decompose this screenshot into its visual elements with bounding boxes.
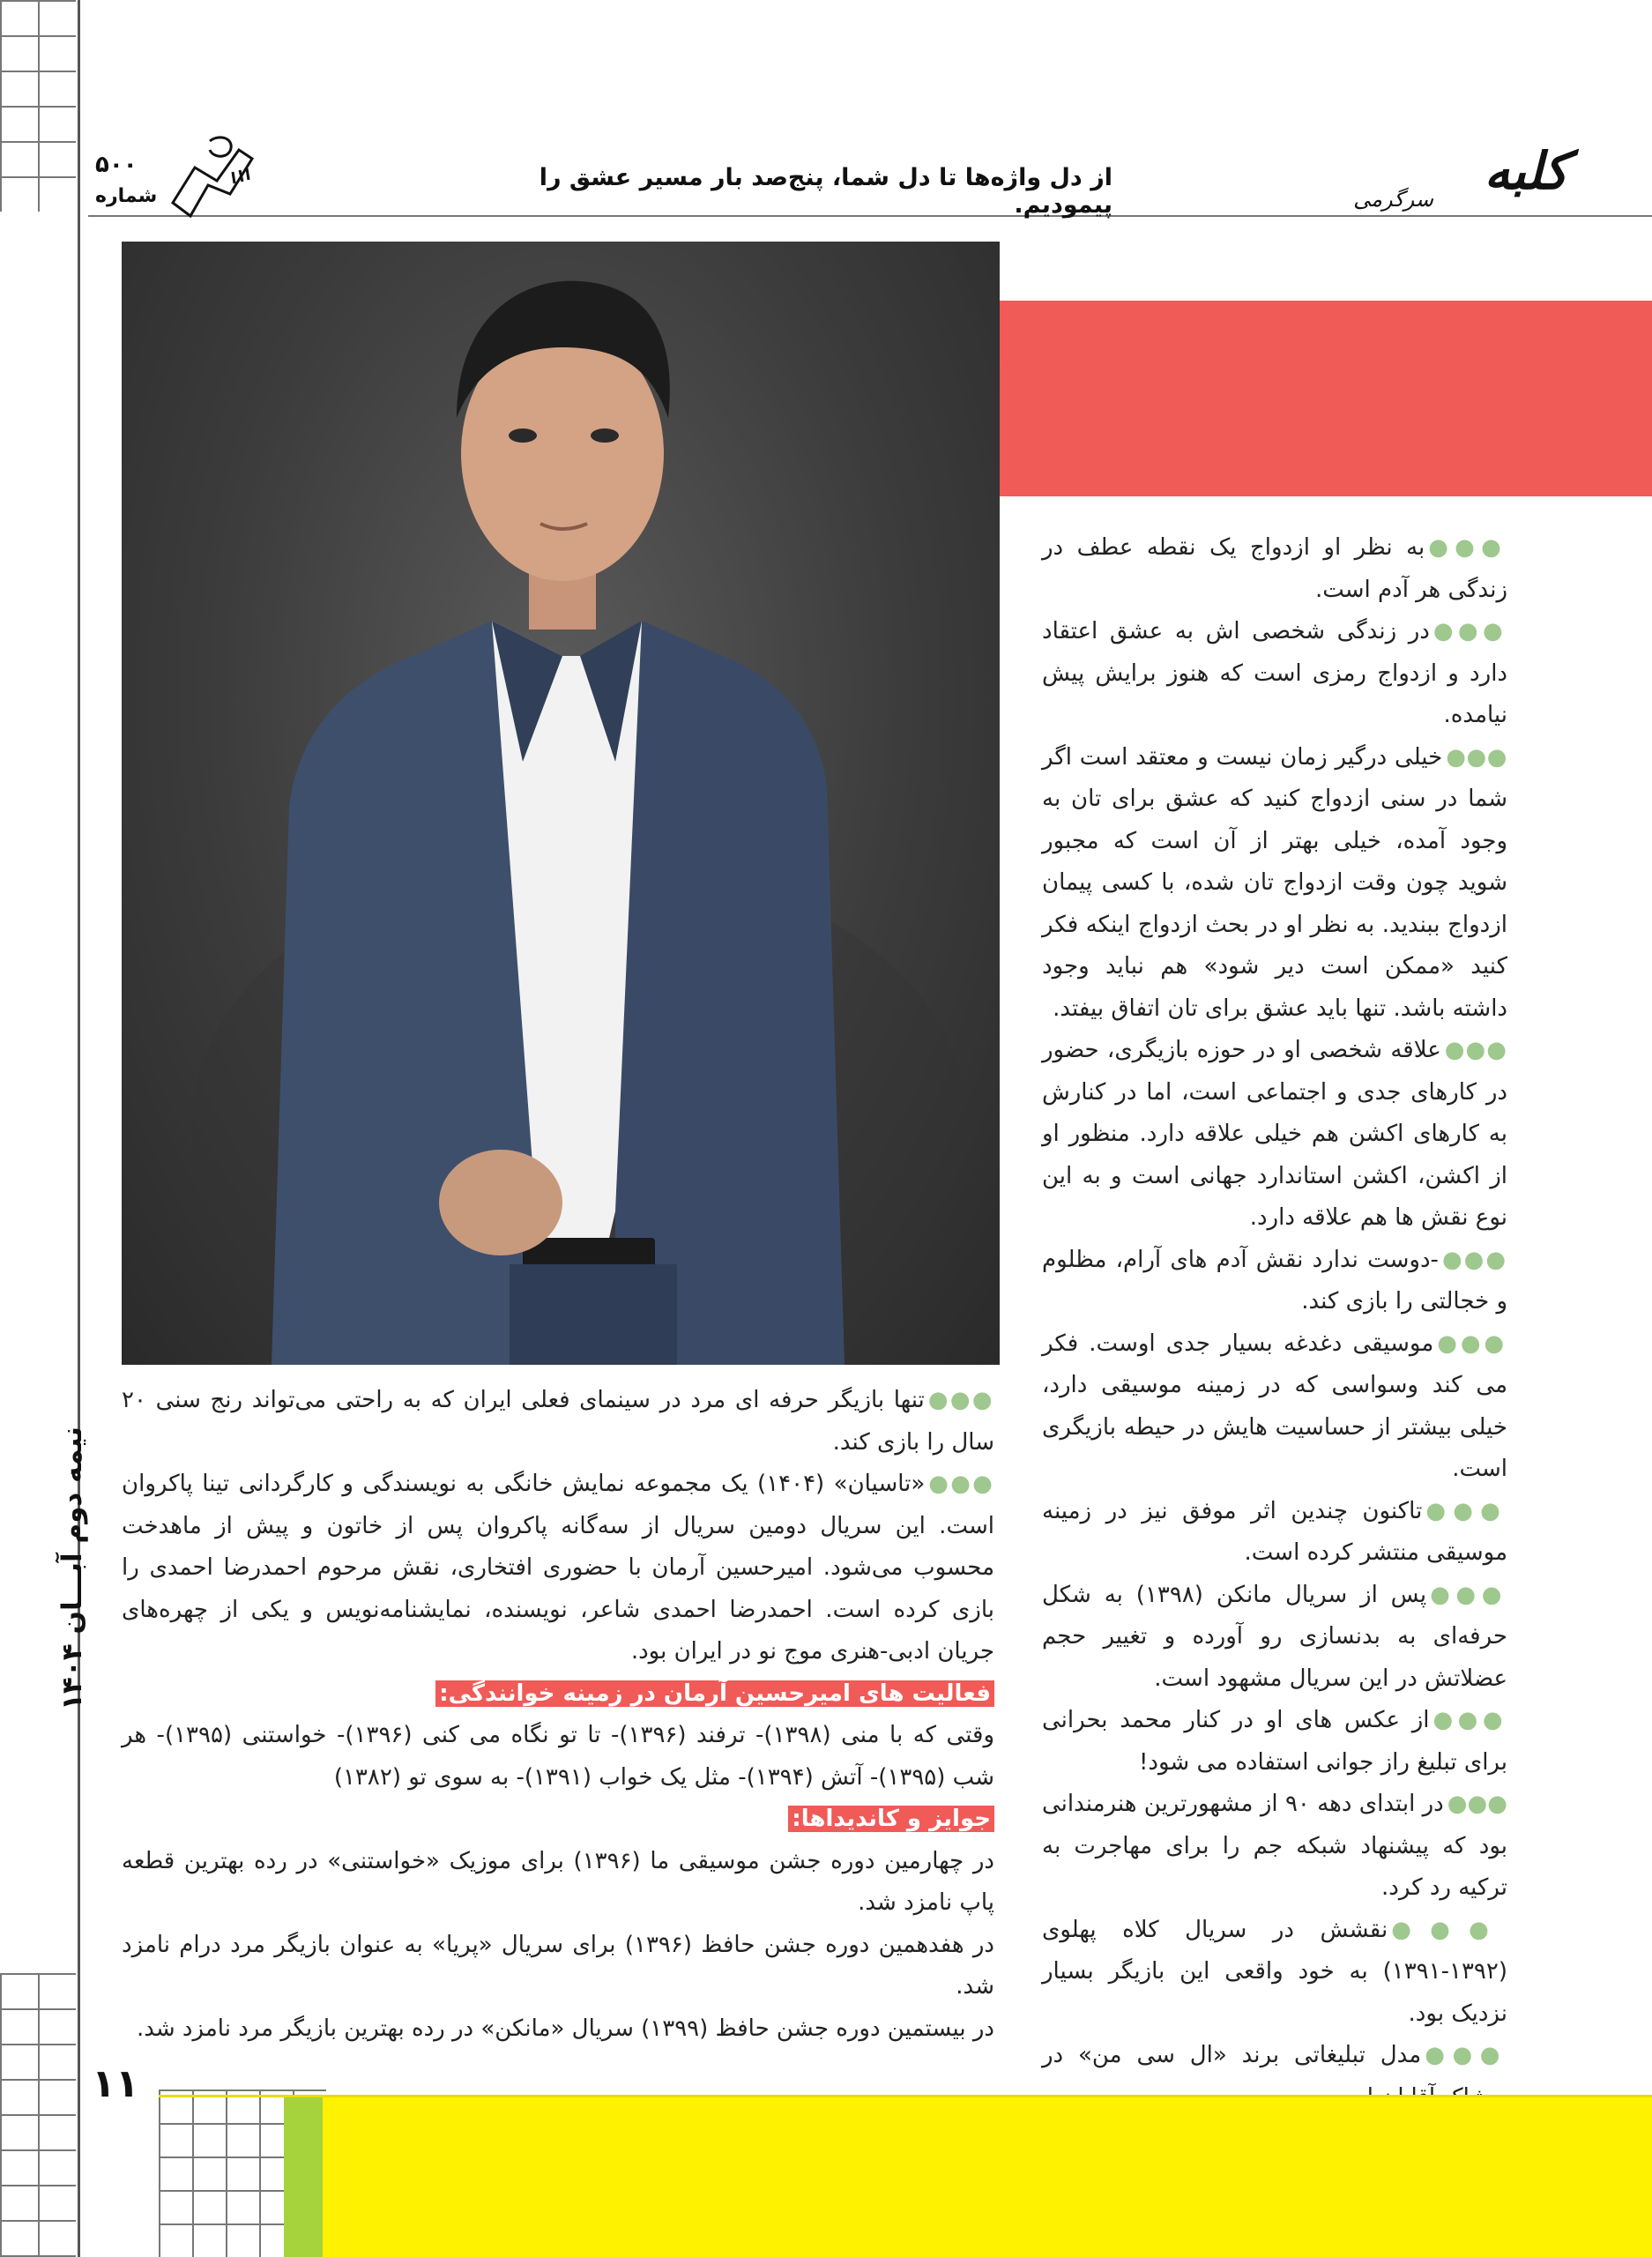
- paragraph: ●●●در زندگی شخصی اش به عشق اعتقاد دارد و ازدواج رمزی است که هنوز برایش پیش نیامده.: [1042, 618, 1508, 728]
- grid-decoration-top-left: [0, 0, 76, 212]
- doodle-icon: [155, 132, 270, 220]
- bullet-dots-icon: ●●●: [1430, 1581, 1508, 1608]
- brand-subtitle: سرگرمی: [1353, 187, 1433, 212]
- paragraph: ●●●موسیقی دغدغه بسیار جدی اوست. فکر می کند وسواسی که در زمینه موسیقی دارد، خیلی بیشتر از حساسیت هایش در حیطه بازیگری است.: [1042, 1330, 1507, 1482]
- portrait-illustration: [122, 242, 1000, 1365]
- paragraph: ●●●در ابتدای دهه ۹۰ از مشهورترین هنرمندانی بود که پیشنهاد شبکه جم را برای مهاجرت به ترکیه رد کرد.: [1042, 1791, 1508, 1901]
- margin-rule: [78, 0, 80, 2257]
- grid-decoration-bottom-left: [0, 1973, 76, 2257]
- awards-heading: جوایز و کاندیداها:: [122, 1799, 994, 1841]
- paragraph: ●●●به نظر او ازدواج یک نقطه عطف در زندگی هر آدم است.: [1042, 534, 1507, 603]
- paragraph: ●●●علاقه شخصی او در حوزه بازیگری، حضور در کارهای جدی و اجتماعی است، اما در کنارش به کارهای اکشن هم خیلی علاقه دارد. منظور او از اکشن، اکشن استاندارد جهانی است و به این نوع نقش ها هم علاقه دارد.: [1042, 1037, 1507, 1231]
- bullet-dots-icon: ●●●: [1425, 2042, 1508, 2068]
- bullet-dots-icon: ●●●: [1447, 1791, 1508, 1817]
- bullet-dots-icon: ●●●: [1432, 1707, 1507, 1733]
- accent-block: [1000, 301, 1652, 496]
- bullet-dots-icon: ●●●: [1437, 1330, 1507, 1357]
- article-right-column: [1042, 527, 1507, 2119]
- bullet-dots-icon: ●●●: [927, 1387, 994, 1413]
- lime-strip: [284, 2095, 323, 2257]
- portrait-photo: [122, 242, 1000, 1365]
- award-item: در بیستمین دوره جشن حافظ (۱۳۹۹) سریال «مانکن» در رده بهترین بازیگر مرد نامزد شد.: [136, 2015, 994, 2042]
- paragraph: ●●●-دوست ندارد نقش آدم های آرام، مظلوم و خجالتی را بازی کند.: [1042, 1246, 1508, 1315]
- award-item: در چهارمین دوره جشن موسیقی ما (۱۳۹۶) برای موزیک «خواستنی» در رده بهترین قطعه پاپ نامزد شد.: [122, 1847, 994, 1916]
- footer-rule: [159, 2095, 1652, 2097]
- paragraph: ●●●تاکنون چندین اثر موفق نیز در زمینه موسیقی منتشر کرده است.: [1042, 1497, 1508, 1566]
- bullet-dots-icon: ●●●: [928, 1471, 995, 1497]
- paragraph: ●●●نقشش در سریال کلاه پهلوی (۱۳۹۲-۱۳۹۱) به خود واقعی این بازیگر بسیار نزدیک بود.: [1042, 1916, 1507, 2027]
- issue-label: شماره: [95, 185, 158, 207]
- music-list: وقتی که با منی (۱۳۹۸)- ترفند (۱۳۹۶)- تا تو نگاه می کنی (۱۳۹۶)- خواستنی (۱۳۹۵)- هر شب (۱۳۹۵)- آتش (۱۳۹۴)- مثل یک خواب (۱۳۹۱)- به سوی تو (۱۳۸۲): [122, 1722, 995, 1791]
- music-heading: فعالیت های امیرحسین آرمان در زمینه خوانندگی:: [122, 1673, 994, 1716]
- paragraph: ●●●خیلی درگیر زمان نیست و معتقد است اگر شما در سنی ازدواج کنید که عشق برای تان به وجود آمده، خیلی بهتر از آن است که مجبور شوید چون وقت ازدواج تان شده، با کسی پیمان ازدواج ببندید. به نظر او در بحث ازدواج اینکه فکر کنید «ممکن است دیر شود» هم نباید وجود داشته باشد. تنها باید عشق برای تان اتفاق بیفتد.: [1042, 743, 1507, 1022]
- award-item: در هفدهمین دوره جشن حافظ (۱۳۹۶) برای سریال «پریا» به عنوان بازیگر مرد درام نامزد شد.: [122, 1931, 995, 2000]
- bullet-dots-icon: ●●●: [1428, 534, 1507, 561]
- paragraph: ●●●از عکس های او در کنار محمد بحرانی برای تبلیغ راز جوانی استفاده می شود!: [1042, 1707, 1507, 1776]
- bullet-dots-icon: ●●●: [1446, 743, 1507, 771]
- header-tagline: از دل واژه‌ها تا دل شما، پنج‌صد بار مسیر عشق را پیمودیم.: [539, 164, 1112, 219]
- paragraph: ●●●مدل تبلیغاتی برند «ال سی من» در: [1042, 2042, 1508, 2068]
- paragraph: ●●●تنها بازیگر حرفه ای مرد در سینمای فعلی ایران که به راحتی می‌تواند رنج سنی ۲۰ سال را بازی کند.: [122, 1387, 994, 1456]
- bullet-dots-icon: ●●●: [1432, 618, 1508, 644]
- issue-number: ۵۰۰: [95, 152, 138, 178]
- bullet-dots-icon: ●●●: [1444, 1037, 1507, 1063]
- brand-logo: کلبه: [1484, 141, 1568, 201]
- bullet-dots-icon: ●●●: [1391, 1916, 1507, 1943]
- page-number: ۱۱: [92, 2061, 139, 2106]
- paragraph: ●●●پس از سریال مانکن (۱۳۹۸) به شکل حرفه‌ای به بدنسازی رو آورده و تغییر حجم عضلاتش در این سریال مشهود است.: [1042, 1581, 1508, 1692]
- paragraph: ●●●«تاسیان» (۱۴۰۴) یک مجموعه نمایش خانگی به نویسندگی و کارگردانی تینا پاکروان است. این سریال دومین سریال از سه‌گانه پاکروان پس از خاتون و پیش از ماهدخت محسوب می‌شود. امیرحسین آرمان با حضوری افتخاری، نقش مرحوم احمدرضا احمدی را بازی کرده است. احمدرضا احمدی شاعر، نویسنده، نمایشنامه‌نویس و یکی از چهره‌های جریان ادبی-هنری موج نو در ایران بود.: [122, 1471, 995, 1665]
- issue-date-vertical: نیمه دوم آبـــان ۱۴۰۴: [56, 1426, 88, 1710]
- bullet-dots-icon: ●●●: [1441, 1246, 1508, 1273]
- bullet-dots-icon: ●●●: [1425, 1497, 1508, 1524]
- yellow-footer-band: [323, 2095, 1652, 2257]
- article-bottom-block: [122, 1380, 994, 2050]
